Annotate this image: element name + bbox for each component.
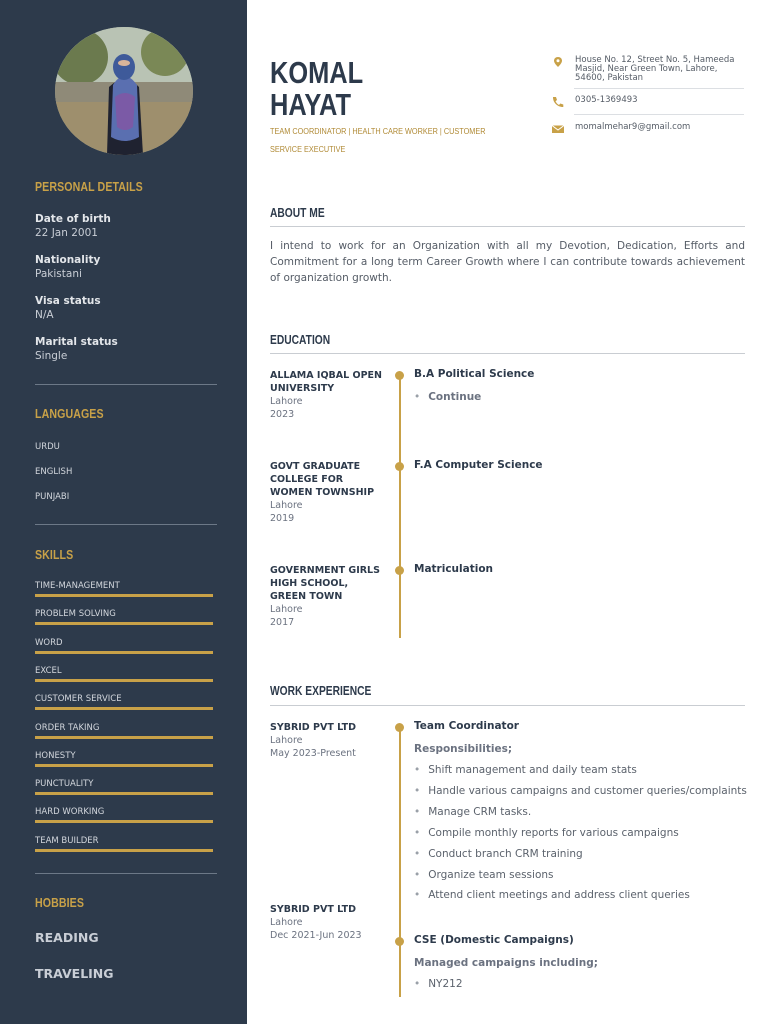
hobbies-heading: HOBBIES [35, 896, 85, 910]
profile-photo [55, 27, 193, 155]
last-name: HAYAT [270, 87, 352, 122]
experience-period: Dec 2021-Jun 2023 [270, 930, 362, 941]
skill-name: WORD [35, 637, 63, 648]
education-year: 2017 [270, 617, 295, 628]
sidebar [0, 0, 247, 1024]
language-item: PUNJABI [35, 492, 70, 502]
skill-level-fill [35, 622, 213, 625]
responsibility-item: • Organize team sessions [414, 868, 554, 881]
skill-level-bar [35, 707, 213, 710]
language-item: ENGLISH [35, 467, 73, 477]
skill-level-fill [35, 651, 213, 654]
skill-name: TEAM BUILDER [35, 835, 99, 846]
skill-level-fill [35, 849, 213, 852]
responsibility-item: • Conduct branch CRM training [414, 847, 583, 860]
sidebar-divider [35, 873, 217, 874]
skill-level-bar [35, 736, 213, 739]
contact-phone[interactable]: 0305-1369493 [575, 95, 638, 105]
contact-email[interactable]: momalmehar9@gmail.com [575, 122, 691, 132]
skill-name: PROBLEM SOLVING [35, 609, 116, 620]
experience-role: Team Coordinator [414, 720, 519, 732]
contact-email-row [550, 123, 744, 135]
skill-item [35, 751, 213, 767]
skill-item [35, 666, 213, 682]
skill-name: HONESTY [35, 750, 76, 761]
responsibility-item: • Manage CRM tasks. [414, 805, 532, 818]
timeline-dot [395, 462, 404, 471]
marital-status-value: Single [35, 350, 68, 362]
education-institution: GOVT GRADUATE COLLEGE FOR WOMEN TOWNSHIP [270, 461, 375, 498]
skill-level-fill [35, 594, 213, 597]
experience-city: Lahore [270, 917, 303, 928]
section-divider [270, 226, 745, 227]
about-heading: ABOUT ME [270, 206, 325, 220]
responsibility-item: • NY212 [414, 978, 463, 990]
skill-item [35, 836, 213, 852]
envelope-icon [550, 123, 566, 135]
education-heading: EDUCATION [270, 333, 331, 347]
experience-heading: WORK EXPERIENCE [270, 684, 372, 698]
experience-timeline [399, 727, 401, 997]
contact-divider [574, 88, 744, 89]
education-city: Lahore [270, 604, 303, 615]
first-name: KOMAL [270, 55, 364, 90]
hobby-item: TRAVELING [35, 966, 114, 981]
timeline-dot [395, 371, 404, 380]
visa-status-value: N/A [35, 309, 54, 321]
marital-status-label: Marital status [35, 336, 118, 348]
skill-level-fill [35, 736, 213, 739]
experience-period: May 2023-Present [270, 748, 356, 759]
location-pin-icon [550, 56, 566, 68]
dob-label: Date of birth [35, 213, 111, 225]
contact-address: House No. 12, Street No. 5, Hameeda Masjid, Near Green Town, Lahore, 54600, Pakistan [575, 55, 735, 83]
timeline-dot [395, 723, 404, 732]
skill-level-bar [35, 820, 213, 823]
sidebar-divider [35, 524, 217, 525]
education-detail: • Continue [414, 391, 482, 403]
job-title: TEAM COORDINATOR | HEALTH CARE WORKER | CUSTOMER SERVICE EXECUTIVE [270, 126, 486, 154]
skill-name: TIME-MANAGEMENT [35, 581, 120, 591]
education-city: Lahore [270, 500, 303, 511]
skill-name: ORDER TAKING [35, 722, 100, 733]
skill-level-bar [35, 594, 213, 597]
timeline-dot [395, 566, 404, 575]
experience-subheading: Managed campaigns including; [414, 957, 598, 969]
sidebar-divider [35, 384, 217, 385]
skill-item [35, 723, 213, 739]
experience-company: SYBRID PVT LTD [270, 904, 356, 915]
timeline-dot [395, 937, 404, 946]
education-degree: F.A Computer Science [414, 459, 543, 471]
nationality-label: Nationality [35, 254, 101, 266]
responsibility-item: • Attend client meetings and address client queries [414, 889, 690, 902]
education-degree: B.A Political Science [414, 368, 535, 380]
skill-name: CUSTOMER SERVICE [35, 694, 122, 705]
contact-phone-row [550, 96, 744, 108]
responsibility-item: • Compile monthly reports for various campaigns [414, 826, 679, 839]
visa-status-label: Visa status [35, 295, 101, 307]
experience-role: CSE (Domestic Campaigns) [414, 934, 574, 946]
languages-heading: LANGUAGES [35, 407, 104, 421]
skill-name: EXCEL [35, 665, 62, 676]
experience-company: SYBRID PVT LTD [270, 722, 356, 733]
skill-name: HARD WORKING [35, 807, 105, 818]
education-year: 2019 [270, 513, 295, 524]
responsibility-item: • Handle various campaigns and customer queries/complaints [414, 784, 747, 797]
skills-heading: SKILLS [35, 548, 74, 562]
contact-divider [574, 114, 744, 115]
about-text: I intend to work for an Organization with all my Devotion, Dedication, Efforts and Commitment for a long term Career Growth where I can contribute towards achievement of organization growth. [270, 240, 745, 284]
responsibility-item: • Shift management and daily team stats [414, 764, 637, 776]
skill-item [35, 638, 213, 654]
education-institution: GOVERNMENT GIRLS HIGH SCHOOL, GREEN TOWN [270, 565, 380, 602]
skill-level-bar [35, 792, 213, 795]
skill-level-bar [35, 764, 213, 767]
section-divider [270, 353, 745, 354]
skill-level-bar [35, 651, 213, 654]
nationality-value: Pakistani [35, 268, 82, 280]
skill-item [35, 609, 213, 625]
skill-level-bar [35, 849, 213, 852]
education-timeline [399, 375, 401, 638]
phone-icon [550, 96, 566, 108]
contact-address-row [550, 56, 744, 83]
section-divider [270, 705, 745, 706]
skill-level-fill [35, 679, 213, 682]
education-institution: ALLAMA IQBAL OPEN UNIVERSITY [270, 370, 382, 394]
skill-level-bar [35, 622, 213, 625]
personal-details-heading: PERSONAL DETAILS [35, 180, 143, 194]
skill-item [35, 807, 213, 823]
skill-item [35, 694, 213, 710]
skill-level-fill [35, 707, 213, 710]
dob-value: 22 Jan 2001 [35, 227, 98, 239]
skill-item [35, 779, 213, 795]
experience-subheading: Responsibilities; [414, 743, 513, 755]
language-item: URDU [35, 442, 60, 452]
education-year: 2023 [270, 409, 295, 420]
experience-city: Lahore [270, 735, 303, 746]
skill-name: PUNCTUALITY [35, 779, 94, 790]
skill-level-fill [35, 792, 213, 795]
hobby-item: READING [35, 930, 99, 945]
education-city: Lahore [270, 396, 303, 407]
skill-level-fill [35, 820, 213, 823]
skill-level-bar [35, 679, 213, 682]
education-degree: Matriculation [414, 563, 494, 575]
skill-item [35, 581, 213, 597]
skill-level-fill [35, 764, 213, 767]
